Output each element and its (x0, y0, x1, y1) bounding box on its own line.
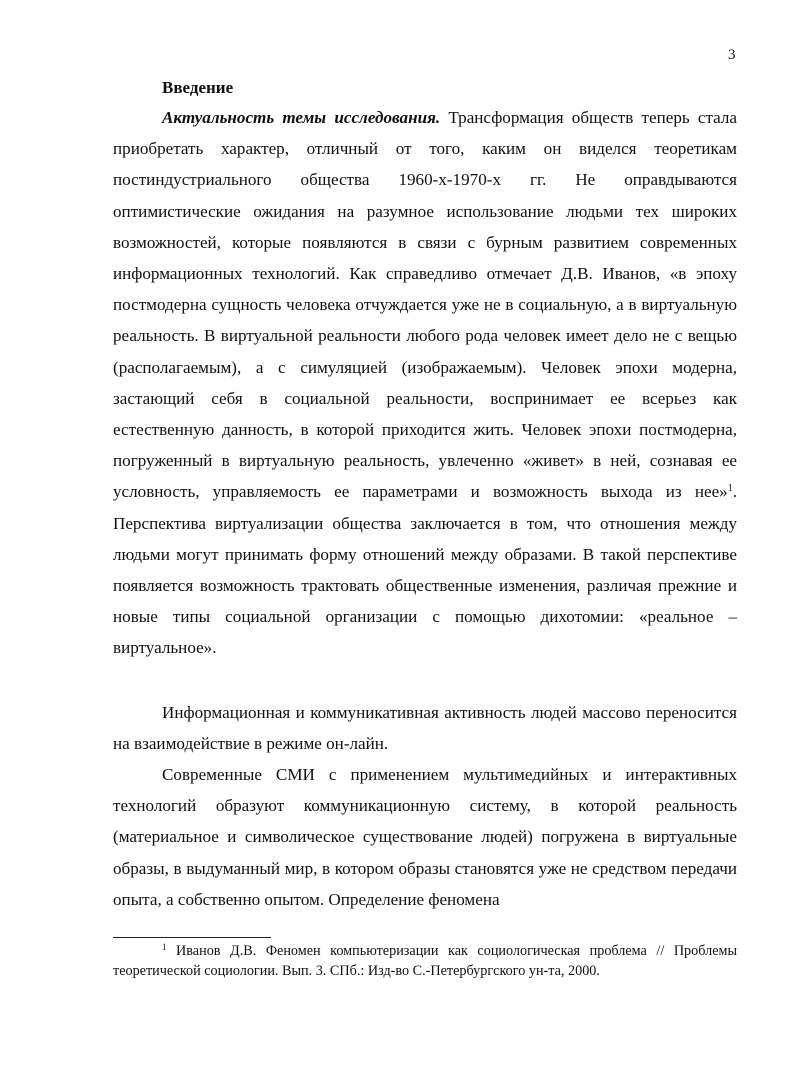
paragraph-media: Современные СМИ с применением мультимедийных и интерактивных технологий образуют коммуникационную систему, в которой реальность (материальное и символическое существование людей) погружена в виртуальные образы, в выдуманный мир, в котором образы становятся уже не средством передачи опыта, а собственно опытом. Определение феномена (113, 765, 737, 909)
paragraph-text: Трансформация обществ теперь стала приобретать характер, отличный от того, каким он виделся теоретикам постиндустриального общества 1960-х-1970-х гг. Не оправдываются оптимистические ожидания на разумное использование людьми тех широких возможностей, которые появляются в связи с бурным развитием современных информационных технологий. Как справедливо отмечает Д.В. Иванов, «в эпоху постмодерна сущность человека отчуждается уже не в социальную, а в виртуальную реальность. В виртуальной реальности любого рода человек имеет дело не с вещью (располагаемым), а с симуляцией (изображаемым). Человек эпохи модерна, застающий себя в социальной реальности, воспринимает ее всерьез как естественную данность, в которой приходится жить. Человек эпохи постмодерна, погруженный в виртуальную реальность, увлеченно «живет» в ней, сознавая ее условность, управляемость ее параметрами и возможность выхода из нее» (113, 108, 737, 502)
paragraph-online: Информационная и коммуникативная активность людей массово переносится на взаимодействие в режиме он-лайн. (113, 703, 737, 754)
lead-phrase: Актуальность темы исследования. (162, 108, 441, 127)
paragraph-relevance (113, 102, 737, 664)
paragraph-text-continued: . Перспектива виртуализации общества заключается в том, что отношения между людьми могут принимать форму отношений между образами. В такой перспективе появляется возможность трактовать общественные изменения, различая прежние и новые типы социальной организации с помощью дихотомии: «реальное – виртуальное». (113, 482, 737, 658)
footnote-marker: 1 (162, 942, 167, 952)
footnote (113, 941, 737, 981)
section-heading: Введение (162, 78, 234, 97)
footnote-text: Иванов Д.В. Феномен компьютеризации как социологическая проблема // Проблемы теоретической социологии. Вып. 3. СПб.: Изд-во С.-Петербургского ун-та, 2000. (113, 943, 737, 979)
page-number: 3 (728, 47, 736, 63)
footnote-divider (113, 937, 271, 938)
footnote-reference: 1 (727, 483, 733, 495)
